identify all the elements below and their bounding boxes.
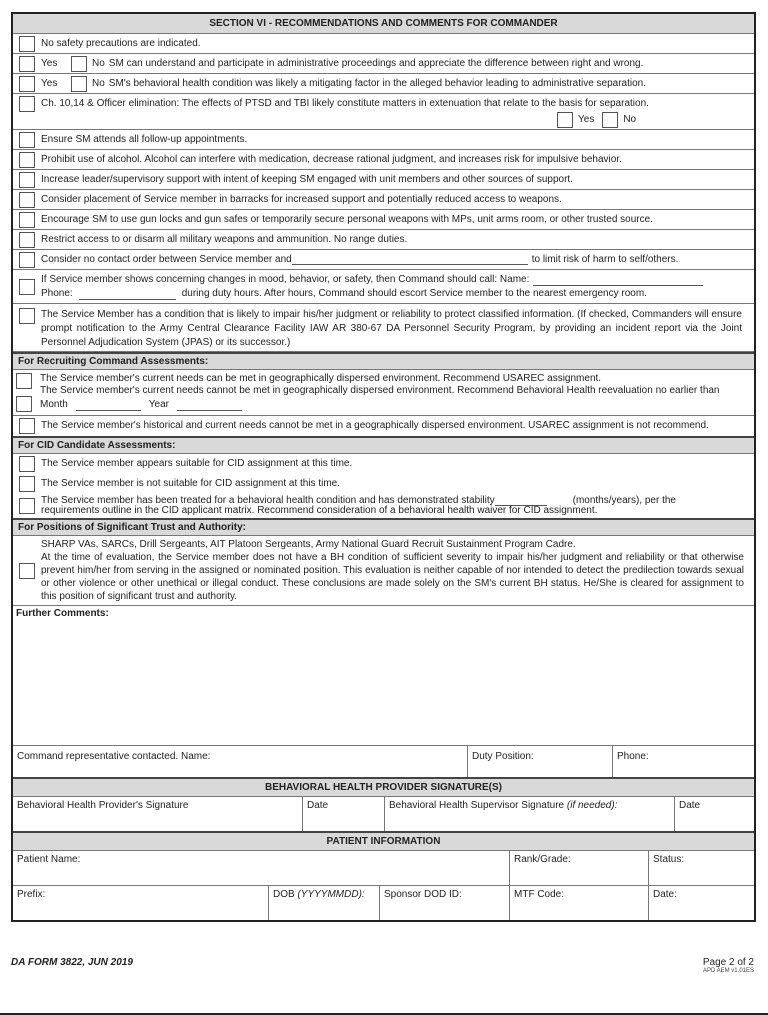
ch10-yes-checkbox[interactable] [557, 112, 573, 128]
sm-understand-no-checkbox[interactable] [71, 56, 87, 72]
no-contact-checkbox[interactable] [19, 252, 35, 268]
recruiting-can-meet-checkbox[interactable] [16, 373, 32, 389]
row-alcohol [13, 150, 754, 170]
no-label: No [92, 57, 105, 69]
command-rep-row [13, 746, 754, 779]
trust-title: For Positions of Significant Trust and Authority: [18, 522, 246, 533]
page-footer [703, 957, 754, 974]
row-cid-not-suitable [13, 474, 754, 494]
gun-locks-label: Encourage SM to use gun locks and gun safes or temporarily secure personal weapons with MPs, unit arms room, or other trusted source. [41, 213, 653, 225]
trust-positions: SHARP VAs, SARCs, Drill Sergeants, AIT Platoon Sergeants, Army National Guard Recruit Sustainment Program Cadre. [41, 539, 576, 550]
duty-position-label: Duty Position: [472, 751, 534, 762]
command-rep-name-field[interactable] [13, 746, 468, 777]
mtf-code-field[interactable] [510, 886, 649, 920]
row-classified [13, 304, 754, 352]
trust-statement: At the time of evaluation, the Service member does not have a BH condition of sufficient severity to impair his/her judgment and reliability or that otherwise prevent him/her from serving in the assigned or nominated position. This evaluation is neither capable of nor intended to detect the predilection towards sexual or other violence or other unethical or illegal conduct. These conclusions are made solely on the SM's current BH status. He/She is cleared for assignment to this position of significant trust and authority. [41, 552, 744, 602]
yes-label: Yes [41, 77, 58, 89]
concerning-label: If Service member shows concerning changes in mood, behavior, or safety, then Command should call: Name: [41, 273, 530, 285]
reevaluation-year-field[interactable] [177, 401, 242, 411]
command-call-name-field[interactable] [533, 276, 703, 286]
followup-label: Ensure SM attends all follow-up appointments. [41, 133, 248, 145]
restrict-checkbox[interactable] [19, 232, 35, 248]
dob-field[interactable] [269, 886, 380, 920]
recruiting-can-meet-label: The Service member's current needs can be met in geographically dispersed environment. Recommend USAREC assignment. [40, 373, 602, 384]
supervisor-date-field[interactable] [675, 797, 754, 831]
row-cid-treated [13, 494, 754, 518]
no-contact-label: Consider no contact order between Service member and [41, 253, 292, 265]
signatures-header [13, 779, 754, 797]
patient-name-field[interactable] [13, 851, 510, 885]
recruiting-cannot-meet-checkbox[interactable] [16, 396, 32, 412]
supervisor-signature-field[interactable] [385, 797, 675, 831]
row-no-contact [13, 250, 754, 270]
provider-date-label: Date [307, 800, 329, 811]
concerning-checkbox[interactable] [19, 279, 35, 295]
signatures-row [13, 797, 754, 833]
page-number: Page 2 of 2 [702, 957, 754, 968]
historical-label: The Service member's historical and current needs cannot be met in a geographically dispersed environment. USAREC assignment is not recommend. [41, 420, 709, 431]
sponsor-dod-id-field[interactable] [380, 886, 510, 920]
leader-support-label: Increase leader/supervisory support with intent of keeping SM engaged with unit members and other sources of support. [41, 173, 573, 185]
months-years-label: (months/years), per the [572, 495, 676, 506]
patient-info-header [13, 833, 754, 851]
cid-not-suitable-checkbox[interactable] [19, 476, 35, 492]
no-label: No [92, 77, 105, 89]
cid-treated-label: The Service member has been treated for a behavioral health condition and has demonstrated stability [41, 495, 495, 506]
command-rep-phone-label: Phone: [617, 751, 649, 762]
command-call-phone-field[interactable] [79, 290, 176, 300]
recruiting-cannot-meet-label: The Service member's current needs cannot be met in geographically dispersed environment. Recommend Behavioral Health reevaluation no earlier than [40, 385, 720, 396]
mtf-code-label: MTF Code: [514, 889, 565, 900]
dob-format: (YYYYMMDD): [297, 889, 365, 900]
no-contact-person-field[interactable] [292, 255, 528, 265]
sponsor-dod-id-label: Sponsor DOD ID: [384, 889, 462, 900]
section-vi-header [13, 14, 754, 34]
cid-header [13, 436, 754, 454]
command-rep-name-label: Command representative contacted. Name: [17, 751, 211, 762]
row-followup [13, 130, 754, 150]
leader-support-checkbox[interactable] [19, 172, 35, 188]
patient-date-label: Date: [653, 889, 677, 900]
patient-date-field[interactable] [649, 886, 754, 920]
dob-label: DOB [273, 889, 298, 900]
supervisor-signature-label: Behavioral Health Supervisor Signature [389, 800, 567, 811]
command-rep-duty-field[interactable] [468, 746, 613, 777]
ch10-label: Ch. 10,14 & Officer elimination: The effects of PTSD and TBI likely constitute matters in extenuation that relate to the basis for separation. [41, 98, 649, 109]
recruiting-header [13, 352, 754, 370]
row-no-safety [13, 34, 754, 54]
patient-row-2 [13, 886, 754, 920]
rank-grade-field[interactable] [510, 851, 649, 885]
no-label: No [623, 114, 637, 125]
followup-checkbox[interactable] [19, 132, 35, 148]
trust-checkbox[interactable] [19, 563, 35, 579]
ch10-no-checkbox[interactable] [602, 112, 618, 128]
row-barracks [13, 190, 754, 210]
prefix-field[interactable] [13, 886, 269, 920]
da-form-3822-page-2 [11, 12, 756, 922]
month-label: Month [40, 399, 68, 410]
further-comments-label: Further Comments: [16, 608, 109, 619]
provider-signature-field[interactable] [13, 797, 303, 831]
yes-label: Yes [578, 114, 595, 125]
cid-suitable-checkbox[interactable] [19, 456, 35, 472]
form-id: DA FORM 3822, JUN 2019 [11, 957, 133, 968]
patient-name-label: Patient Name: [17, 854, 81, 865]
cid-title: For CID Candidate Assessments: [18, 440, 176, 451]
alcohol-checkbox[interactable] [19, 152, 35, 168]
barracks-label: Consider placement of Service member in barracks for increased support and potentially reduced access to weapons. [41, 193, 562, 205]
row-sm-understand [13, 54, 754, 74]
phone-label: Phone: [41, 287, 73, 299]
sm-understand-label: SM can understand and participate in administrative proceedings and appreciate the difference between right and wrong. [108, 57, 644, 69]
row-concerning [13, 270, 754, 304]
no-safety-label: No safety precautions are indicated. [41, 37, 201, 49]
rank-grade-label: Rank/Grade: [514, 854, 571, 865]
row-restrict [13, 230, 754, 250]
barracks-checkbox[interactable] [19, 192, 35, 208]
supervisor-date-label: Date [679, 800, 701, 811]
reevaluation-month-field[interactable] [76, 401, 141, 411]
no-contact-suffix: to limit risk of harm to self/others. [531, 253, 679, 265]
command-rep-phone-field[interactable] [613, 746, 754, 777]
cid-not-suitable-label: The Service member is not suitable for CID assignment at this time. [41, 478, 341, 489]
supervisor-note: (if needed): [566, 800, 618, 811]
restrict-label: Restrict access to or disarm all military weapons and ammunition. No range duties. [41, 233, 408, 245]
signatures-title: BEHAVIORAL HEALTH PROVIDER SIGNATURE(S) [264, 782, 503, 793]
no-safety-checkbox[interactable] [19, 36, 35, 52]
recruiting-title: For Recruiting Command Assessments: [18, 356, 209, 367]
status-label: Status: [653, 854, 685, 865]
row-cid-suitable [13, 454, 754, 474]
classified-checkbox[interactable] [19, 308, 35, 324]
cid-treated-requirements: requirements outline in the CID applicant matrix. Recommend consideration of a behavioral health waiver for CID assignment. [41, 505, 598, 516]
cid-treated-checkbox[interactable] [19, 498, 35, 514]
patient-row-1 [13, 851, 754, 886]
row-historical [13, 416, 754, 436]
concerning-after-hours: during duty hours. After hours, Command should escort Service member to the nearest emergency room. [181, 287, 647, 299]
row-gun-locks [13, 210, 754, 230]
prefix-label: Prefix: [17, 889, 46, 900]
ch10-checkbox[interactable] [19, 96, 35, 112]
sm-mitigating-label: SM's behavioral health condition was likely a mitigating factor in the alleged behavior leading to administrative separation. [108, 77, 647, 89]
provider-date-field[interactable] [303, 797, 385, 831]
patient-info-title: PATIENT INFORMATION [326, 836, 441, 847]
version-label: APD AEM v1.01ES [702, 968, 754, 974]
row-ch10 [13, 94, 754, 130]
trust-header [13, 518, 754, 536]
row-trust [13, 536, 754, 606]
row-leader-support [13, 170, 754, 190]
historical-checkbox[interactable] [19, 418, 35, 434]
yes-label: Yes [41, 57, 58, 69]
provider-signature-label: Behavioral Health Provider's Signature [17, 800, 189, 811]
alcohol-label: Prohibit use of alcohol. Alcohol can interfere with medication, decrease rational judgment, and increases risk for impulsive behavior. [41, 153, 622, 165]
sm-mitigating-no-checkbox[interactable] [71, 76, 87, 92]
sm-understand-yes-checkbox[interactable] [19, 56, 35, 72]
classified-label: The Service Member has a condition that is likely to impair his/her judgment or reliability to protect classified information. (If checked, Commanders will ensure prompt notification to the Army Central Clearance Facility IAW AR 380-67 DA Personnel Security Program, by providing an incident report via the Joint Personnel Adjudication System (JPAS) or its successor.) [41, 309, 742, 348]
row-sm-mitigating [13, 74, 754, 94]
further-comments-field[interactable] [13, 606, 754, 746]
status-field[interactable] [649, 851, 754, 885]
section-title: SECTION VI - RECOMMENDATIONS AND COMMENTS FOR COMMANDER [209, 18, 558, 29]
sm-mitigating-yes-checkbox[interactable] [19, 76, 35, 92]
cid-suitable-label: The Service member appears suitable for CID assignment at this time. [41, 458, 353, 469]
recruiting-group [13, 370, 754, 416]
gun-locks-checkbox[interactable] [19, 212, 35, 228]
year-label: Year [148, 399, 170, 410]
